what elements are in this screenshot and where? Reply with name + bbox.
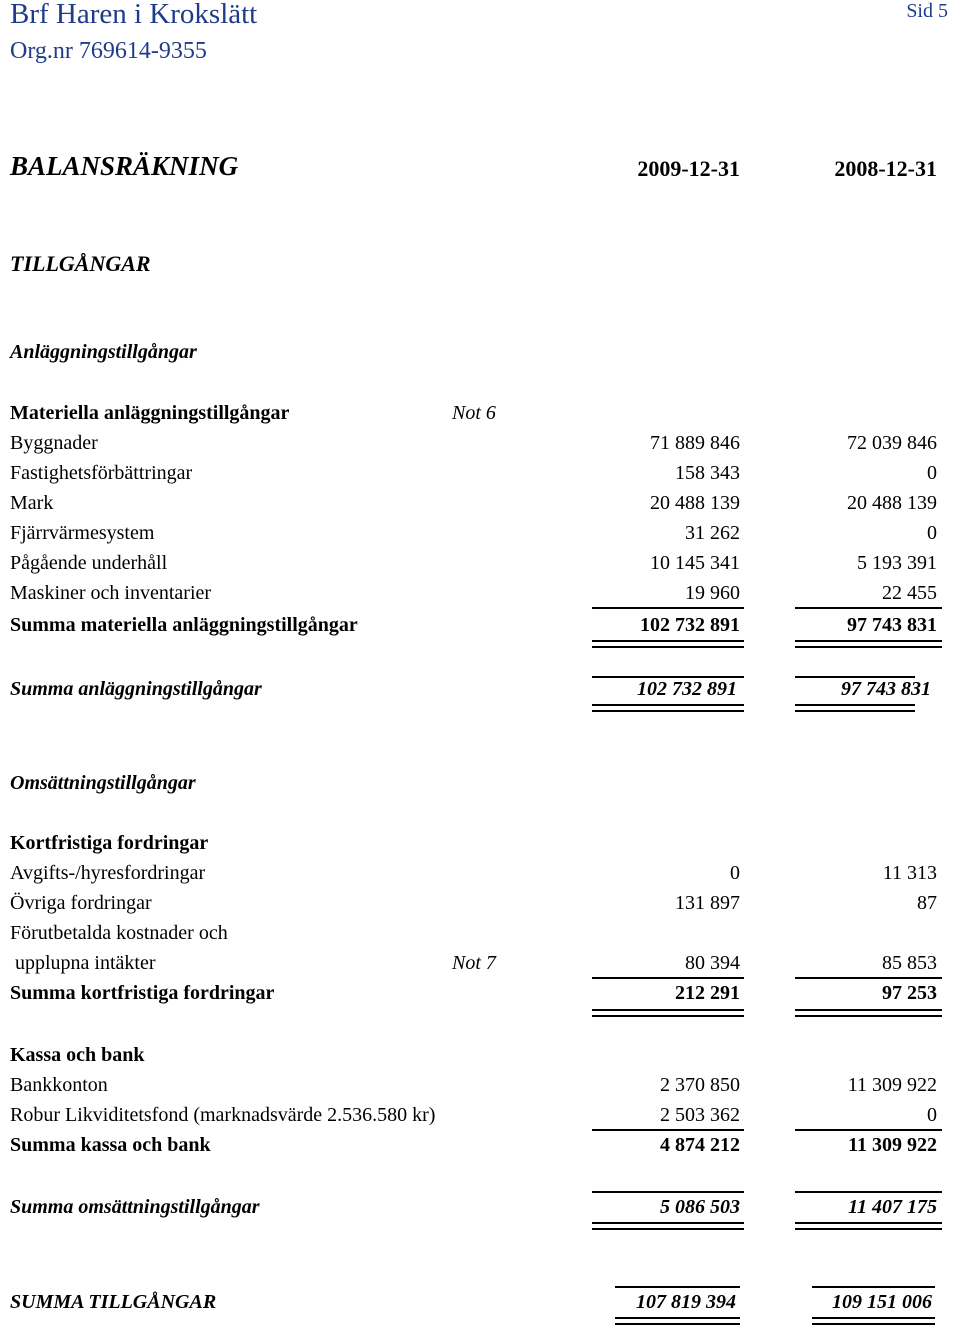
total-double-rule [795, 1009, 942, 1017]
row-value-2009: 10 145 341 [650, 552, 740, 574]
row-label: Fjärrvärmesystem [10, 522, 155, 544]
subtotal-rule [795, 977, 942, 979]
row-value-2009: 20 488 139 [650, 492, 740, 514]
sum-value-2009: 102 732 891 [637, 678, 737, 700]
subsection-heading-kortfristiga: Kortfristiga fordringar [10, 832, 209, 854]
row-value-2008: 87 [917, 892, 937, 914]
row-label: Byggnader [10, 432, 98, 454]
row-value-2008: 72 039 846 [847, 432, 937, 454]
note-reference: Not 6 [452, 402, 496, 424]
section-heading-tillgangar: TILLGÅNGAR [10, 251, 151, 276]
row-value-2009: 131 897 [675, 892, 740, 914]
row-value-2009: 2 370 850 [660, 1074, 740, 1096]
row-label: upplupna intäkter [10, 952, 156, 974]
sum-label: Summa kassa och bank [10, 1134, 211, 1156]
row-value-2008: 11 309 922 [847, 1074, 937, 1096]
sum-value-2008: 97 253 [882, 982, 937, 1004]
sum-label: Summa kortfristiga fordringar [10, 982, 275, 1004]
row-value-2008: 0 [927, 522, 937, 544]
subtotal-rule [795, 1191, 942, 1193]
sum-label: Summa anläggningstillgångar [10, 678, 262, 700]
subtotal-rule [592, 1191, 744, 1193]
subtotal-rule [592, 607, 744, 609]
row-value-2009: 80 394 [685, 952, 740, 974]
sum-value-2009: 4 874 212 [660, 1134, 740, 1156]
subtotal-rule [812, 1286, 935, 1288]
row-value-2009: 2 503 362 [660, 1104, 740, 1126]
sum-value-2008: 11 309 922 [848, 1134, 937, 1156]
sum-value-2008: 97 743 831 [841, 678, 931, 700]
page-number: Sid 5 [906, 0, 948, 22]
total-double-rule [795, 704, 915, 712]
row-label: Fastighetsförbättringar [10, 462, 193, 484]
sum-value-2009: 102 732 891 [640, 614, 740, 636]
grand-total-value-2009: 107 819 394 [636, 1291, 736, 1313]
total-double-rule [592, 640, 744, 648]
section-heading-omsattningstillgangar: Omsättningstillgångar [10, 772, 196, 794]
row-value-2008: 0 [927, 1104, 937, 1126]
total-double-rule [592, 1009, 744, 1017]
subsection-heading-materiella: Materiella anläggningstillgångar [10, 402, 290, 424]
row-value-2008: 22 455 [882, 582, 937, 604]
sum-label: Summa materiella anläggningstillgångar [10, 614, 358, 636]
row-label: Övriga fordringar [10, 892, 152, 914]
row-value-2009: 0 [730, 862, 740, 884]
row-value-2009: 19 960 [685, 582, 740, 604]
row-value-2008: 5 193 391 [857, 552, 937, 574]
section-heading-anlaggningstillgangar: Anläggningstillgångar [10, 341, 197, 363]
note-reference: Not 7 [452, 952, 496, 974]
subtotal-rule [795, 607, 942, 609]
date-column-2009: 2009-12-31 [637, 156, 740, 181]
row-label: Maskiner och inventarier [10, 582, 212, 604]
organization-name: Brf Haren i Krokslätt [10, 0, 258, 30]
row-value-2009: 71 889 846 [650, 432, 740, 454]
row-value-2008: 11 313 [882, 862, 937, 884]
subtotal-rule [592, 977, 744, 979]
row-value-2009: 158 343 [675, 462, 740, 484]
subtotal-rule [795, 1129, 942, 1131]
sum-value-2008: 11 407 175 [848, 1196, 937, 1218]
row-label: Robur Likviditetsfond (marknadsvärde 2.536.580 kr) [10, 1104, 436, 1126]
total-double-rule [592, 1222, 744, 1230]
grand-total-label: SUMMA TILLGÅNGAR [10, 1291, 217, 1313]
row-value-2008: 85 853 [882, 952, 937, 974]
total-double-rule [795, 1222, 942, 1230]
organization-number: Org.nr 769614-9355 [10, 38, 207, 64]
row-label: Avgifts-/hyresfordringar [10, 862, 206, 884]
date-column-2008: 2008-12-31 [834, 156, 937, 181]
page-title: BALANSRÄKNING [10, 151, 239, 181]
row-value-2009: 31 262 [685, 522, 740, 544]
total-double-rule [592, 704, 744, 712]
row-label: Mark [10, 492, 54, 514]
grand-total-value-2008: 109 151 006 [832, 1291, 932, 1313]
sum-value-2008: 97 743 831 [847, 614, 937, 636]
row-value-2008: 20 488 139 [847, 492, 937, 514]
sum-label: Summa omsättningstillgångar [10, 1196, 260, 1218]
row-label: Pågående underhåll [10, 552, 168, 574]
row-label: Bankkonton [10, 1074, 108, 1096]
row-value-2008: 0 [927, 462, 937, 484]
sum-value-2009: 212 291 [675, 982, 740, 1004]
subtotal-rule [615, 1286, 740, 1288]
subsection-heading-kassa: Kassa och bank [10, 1044, 145, 1066]
total-double-rule [795, 640, 942, 648]
row-label: Förutbetalda kostnader och [10, 922, 228, 944]
sum-value-2009: 5 086 503 [660, 1196, 740, 1218]
subtotal-rule [592, 1129, 744, 1131]
